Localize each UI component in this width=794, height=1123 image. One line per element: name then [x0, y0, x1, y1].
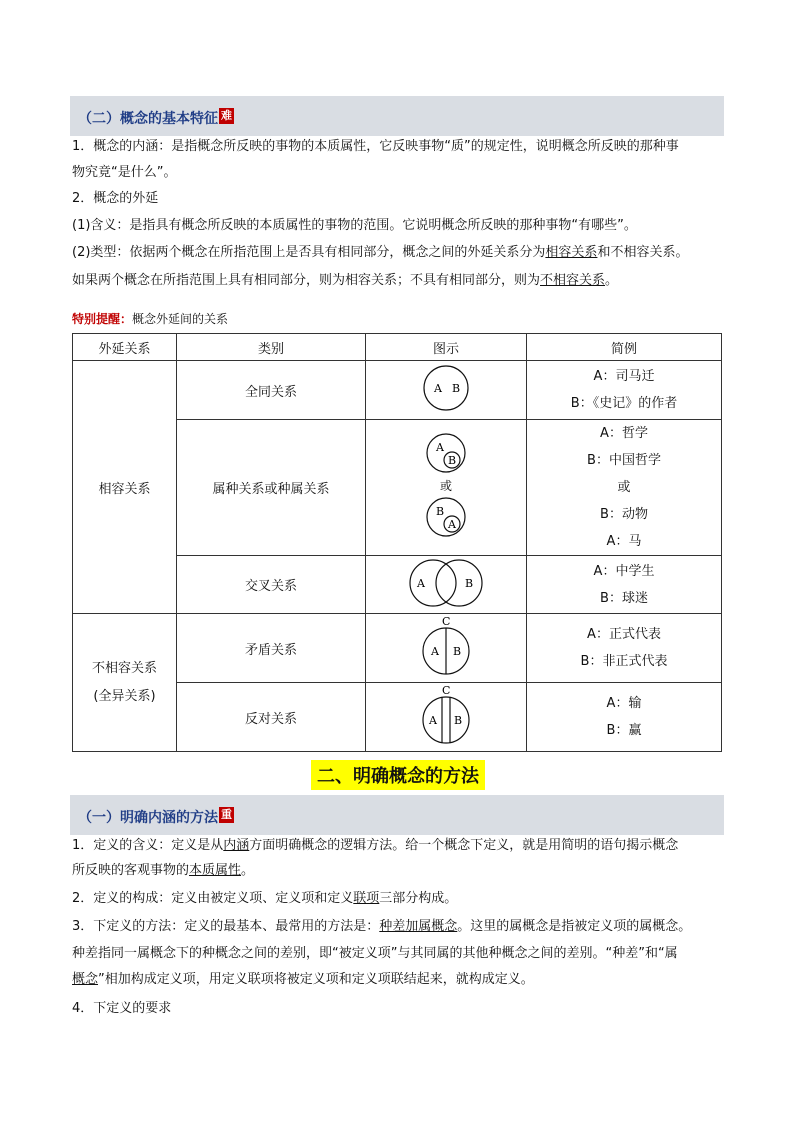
label-b: B: [453, 645, 462, 658]
difficulty-badge: 难: [221, 109, 232, 122]
chapter-heading: 二、明确概念的方法: [311, 760, 485, 790]
underlined-text: 种差加属概念: [379, 919, 458, 934]
paragraph-definition-method: [72, 918, 732, 936]
importance-badge: 重: [221, 808, 232, 821]
example-line: A：马: [606, 534, 642, 549]
category-cell: 全同关系: [177, 361, 366, 420]
category-cell: 属种关系或种属关系: [177, 420, 366, 556]
label-a: A: [448, 517, 456, 531]
underlined-text: 内涵: [223, 838, 250, 853]
text: 。: [605, 273, 619, 288]
table-row: [73, 614, 722, 683]
group-label: 不相容关系: [91, 660, 157, 676]
underlined-text: 不相容关系: [540, 273, 606, 288]
section-header: [70, 96, 724, 136]
category-cell: 交叉关系: [177, 556, 366, 614]
example-cell: [527, 683, 722, 752]
paragraph-definition-meaning: [72, 837, 732, 855]
text: 1．定义的含义：定义是从: [72, 838, 224, 853]
section-header: [70, 795, 724, 835]
genus-species-diagram: [416, 431, 476, 541]
paragraph-definition-method-2: 种差指同一属概念下的种概念之间的差别，即“被定义项”与其同属的其他种概念之间的差别。“种差”和“属: [72, 946, 678, 961]
section-title-text: （二）概念的基本特征: [78, 111, 218, 127]
example-cell: [527, 556, 722, 614]
section-title-text: （一）明确内涵的方法: [78, 810, 218, 826]
group-incompatible: [73, 614, 177, 752]
table-header: 类别: [177, 334, 366, 361]
group-compatible: 相容关系: [73, 361, 177, 614]
paragraph-extension-types-2: [72, 272, 732, 290]
or-text: 或: [440, 478, 453, 493]
paragraph-extension-heading: 2．概念的外延: [72, 191, 159, 206]
text: 如果两个概念在所指范围上具有相同部分，则为相容关系；不具有相同部分，则为: [72, 273, 541, 288]
group-label: (全异关系): [93, 688, 156, 704]
text: 三部分构成。: [379, 891, 458, 906]
example-line: B：赢: [606, 723, 642, 738]
paragraph-definition-structure: [72, 890, 732, 908]
text: 。这里的属概念是指被定义项的属概念。: [457, 919, 692, 934]
example-line: B：中国哲学: [587, 453, 661, 468]
text: 。: [241, 863, 255, 878]
diagram-intersection: [366, 556, 527, 614]
label-b: B: [465, 576, 474, 590]
intersection-diagram: [401, 557, 491, 609]
label-a: A: [434, 382, 442, 395]
label-a: A: [436, 440, 444, 454]
section-title: [78, 807, 234, 827]
extension-relation-table: [72, 333, 722, 752]
text: 方面明确概念的逻辑方法。给一个概念下定义，就是用简明的语句揭示概念: [249, 838, 679, 853]
underlined-text: 联项: [353, 891, 380, 906]
identity-diagram: [414, 363, 478, 413]
paragraph-definition-meaning-2: [72, 862, 732, 880]
paragraph-definition-requirements: 4．下定义的要求: [72, 1001, 172, 1016]
label-a: A: [431, 645, 439, 658]
table-header: 简例: [527, 334, 722, 361]
table-header: 图示: [366, 334, 527, 361]
label-b: B: [448, 453, 457, 467]
paragraph-extension-meaning: (1)含义：是指具有概念所反映的本质属性的事物的范围。它说明概念所反映的那种事物“有哪些”。: [72, 218, 637, 233]
text: 3．下定义的方法：定义的最基本、最常用的方法是：: [72, 919, 380, 934]
example-line: 或: [617, 480, 631, 495]
table-header: 外延关系: [73, 334, 177, 361]
diagram-opposition: [366, 683, 527, 752]
category-cell: 反对关系: [177, 683, 366, 752]
diagram-identity: [366, 361, 527, 420]
example-line: A：正式代表: [587, 627, 661, 642]
example-line: B：《史记》的作者: [570, 396, 678, 411]
paragraph-definition-method-3: [72, 971, 732, 989]
label-a: A: [429, 714, 437, 727]
special-note: [72, 310, 228, 327]
underlined-text: 相容关系: [545, 245, 598, 260]
table-row: [73, 361, 722, 420]
label-b: B: [454, 714, 463, 727]
example-line: A：司马迁: [593, 369, 655, 384]
label-b: B: [452, 382, 461, 395]
section-title: [78, 108, 234, 128]
paragraph-intension-line1: 1．概念的内涵：是指概念所反映的事物的本质属性，它反映事物“质”的规定性，说明概念所反映的那种事: [72, 139, 679, 154]
label-b: B: [436, 504, 445, 518]
label-a: A: [417, 576, 425, 590]
text: ”相加构成定义项，用定义联项将被定义项和定义项联结起来，就构成定义。: [98, 972, 534, 987]
note-label: 特别提醒：: [72, 312, 133, 326]
example-cell: [527, 614, 722, 683]
example-line: B：球迷: [600, 590, 648, 606]
category-cell: 矛盾关系: [177, 614, 366, 683]
example-line: B：非正式代表: [580, 654, 668, 669]
label-c: C: [442, 615, 451, 628]
opposition-diagram: [416, 683, 476, 747]
diagram-genus-species: [366, 420, 527, 556]
text: 所反映的客观事物的: [72, 863, 190, 878]
underlined-text: 概念: [72, 972, 99, 987]
text: 和不相容关系。: [597, 245, 689, 260]
example-line: A：中学生: [593, 563, 655, 579]
diagram-contradiction: [366, 614, 527, 683]
paragraph-extension-types: [72, 244, 732, 262]
text: 2．定义的构成：定义由被定义项、定义项和定义: [72, 891, 354, 906]
paragraph-intension-line2: 物究竟“是什么”。: [72, 165, 177, 180]
text: (2)类型：依据两个概念在所指范围上是否具有相同部分，概念之间的外延关系分为: [72, 245, 546, 260]
underlined-text: 本质属性: [189, 863, 242, 878]
example-line: A：输: [606, 696, 642, 711]
contradiction-diagram: [416, 614, 476, 678]
note-text: 概念外延间的关系: [132, 312, 229, 326]
label-c: C: [442, 684, 451, 697]
example-cell: [527, 420, 722, 556]
example-line: A：哲学: [600, 426, 648, 441]
table-header-row: [73, 334, 722, 361]
example-line: B：动物: [600, 507, 648, 522]
example-cell: [527, 361, 722, 420]
